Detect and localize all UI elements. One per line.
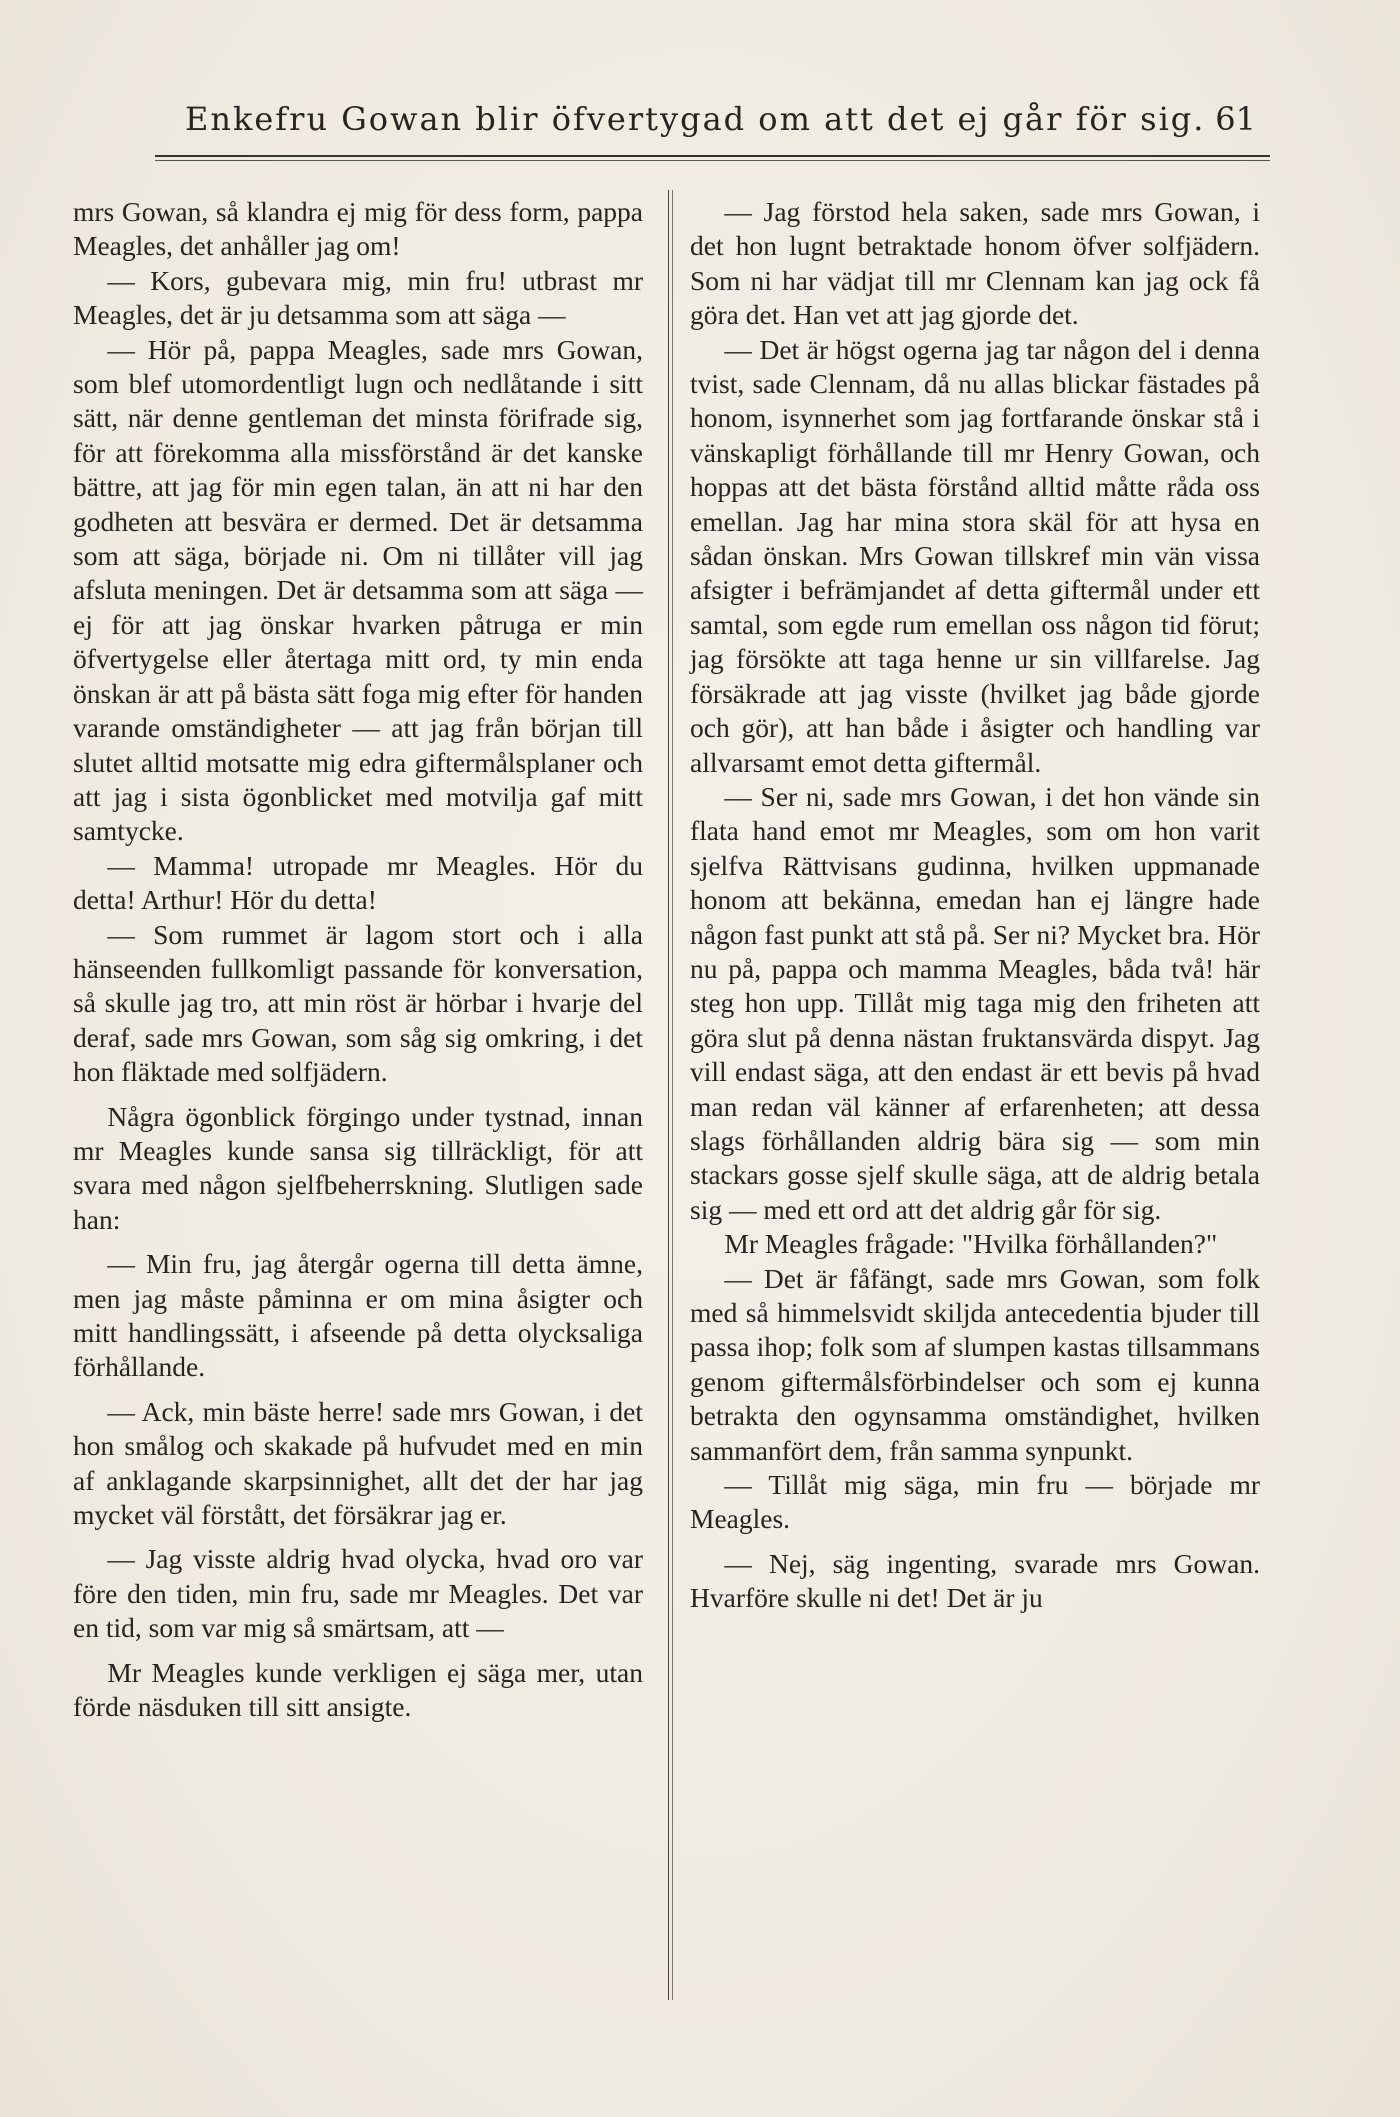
paragraph: — Kors, gubevara mig, min fru! utbrast mr Meagles, det är ju detsamma som att säga — [73,264,643,331]
page-number: 61 [1215,100,1256,138]
paragraph: — Det är fåfängt, sade mrs Gowan, som folk med så himmelsvidt skiljda antecedentia bjuder till passa ihop; folk som af slumpen kastas tillsammans genom giftermålsförbindelser och som ej kunna betrakta den ogynsamma omständighet, hvilken sammanfört dem, från samma synpunkt. [690,1262,1260,1466]
paragraph: mrs Gowan, så klandra ej mig för dess form, pappa Meagles, det anhåller jag om! [73,196,643,262]
left-column [73,195,643,1724]
column-divider-thin [672,190,673,2000]
paragraph: — Ser ni, sade mrs Gowan, i det hon vände sin flata hand emot mr Meagles, som om hon varit sjelfva Rättvisans gudinna, hvilken uppmanade honom att bekänna, emedan han ej längre hade någon fast punkt att stå på. Ser ni? Mycket bra. Hör nu på, pappa och mamma Meagles, båda två! här steg hon upp. Tillåt mig taga mig den friheten att göra slut på denna nästan fruktansvärda dispyt. Jag vill endast säga, att den endast är ett bevis på hvad man redan väl känner af erfarenheten; att dessa slags förhållanden aldrig bära sig — som min stackars gosse sjelf skulle säga, att de aldrig betala sig — med ett ord att det aldrig går för sig. [690,780,1260,1225]
paragraph: — Mamma! utropade mr Meagles. Hör du detta! Arthur! Hör du detta! [73,849,643,916]
header-rule-thin [155,160,1270,161]
paragraph: — Tillåt mig säga, min fru — började mr Meagles. [690,1469,1260,1535]
paragraph: — Jag förstod hela saken, sade mrs Gowan, i det hon lugnt betraktade honom öfver solfjädern. Som ni har vädjat till mr Clennam kan jag ock få göra det. Han vet att jag gjorde det. [690,196,1260,331]
running-head [185,100,1270,150]
paragraph: Mr Meagles frågade: "Hvilka förhållanden?" [724,1228,1218,1260]
right-column [690,195,1260,1616]
header-rule [155,155,1270,157]
paragraph: — Det är högst ogerna jag tar någon del i denna tvist, sade Clennam, då nu allas blickar fästades på honom, isynnerhet som jag fortfarande önskar stå i vänskapligt förhållande till mr Henry Gowan, och hoppas att det bästa förstånd alltid måtte råda oss emellan. Jag har mina stora skäl för att hysa en sådan önskan. Mrs Gowan tillskref min vän vissa afsigter i befrämjandet af detta giftermål under ett samtal, som egde rum emellan oss någon tid förut; jag försökte att taga henne ur sin villfarelse. Jag försäkrade att jag visste (hvilket jag både gjorde och gör), att han både i åsigter och handling var allvarsamt emot detta giftermål. [690,333,1260,778]
paragraph: Mr Meagles kunde verkligen ej säga mer, utan förde näsduken till sitt ansigte. [73,1656,643,1723]
paragraph: — Hör på, pappa Meagles, sade mrs Gowan, som blef utomordentligt lugn och nedlåtande i sitt sätt, när denne gentleman det minsta förifrade sig, för att förekomma alla missförstånd är det kanske bättre, att jag för min egen talan, än att ni har den godheten att besvära er dermed. Det är detsamma som att säga, började ni. Om ni tillåter vill jag afsluta meningen. Det är detsamma som att säga — ej för att jag önskar hvarken påtruga er min öfvertygelse eller återtaga mitt ord, ty min enda önskan är att på bästa sätt foga mig efter för handen varande omständigheter — att jag från början till slutet alltid motsatte mig edra giftermålsplaner och att jag i sista ögonblicket med motvilja gaf mitt samtycke. [73,333,643,847]
paragraph: — Som rummet är lagom stort och i alla hänseenden fullkomligt passande för konversation, så skulle jag tro, att min röst är hörbar i hvarje del deraf, sade mrs Gowan, som såg sig omkring, i det hon fläktade med solfjädern. [73,918,643,1088]
paragraph: Några ögonblick förgingo under tystnad, innan mr Meagles kunde sansa sig tillräckligt, för att svara med någon sjelfbeherrskning. Slutligen sade han: [73,1100,643,1235]
paragraph: — Jag visste aldrig hvad olycka, hvad oro var före den tiden, min fru, sade mr Meagles. Det var en tid, som var mig så smärtsam, att — [73,1543,643,1644]
running-title: Enkefru Gowan blir öfvertygad om att det ej går för sig. [185,100,1206,138]
paragraph: — Min fru, jag återgår ogerna till detta ämne, men jag måste påminna er om mina åsigter och mitt handlingssätt, i afseende på detta olycksaliga förhållande. [73,1248,643,1383]
paragraph: — Ack, min bäste herre! sade mrs Gowan, i det hon smålog och skakade på hufvudet med en min af anklagande skarpsinnighet, allt det der har jag mycket väl förstått, det försäkrar jag er. [73,1395,643,1531]
paragraph: — Nej, säg ingenting, svarade mrs Gowan. Hvarföre skulle ni det! Det är ju [690,1547,1260,1614]
column-divider [668,190,669,2000]
